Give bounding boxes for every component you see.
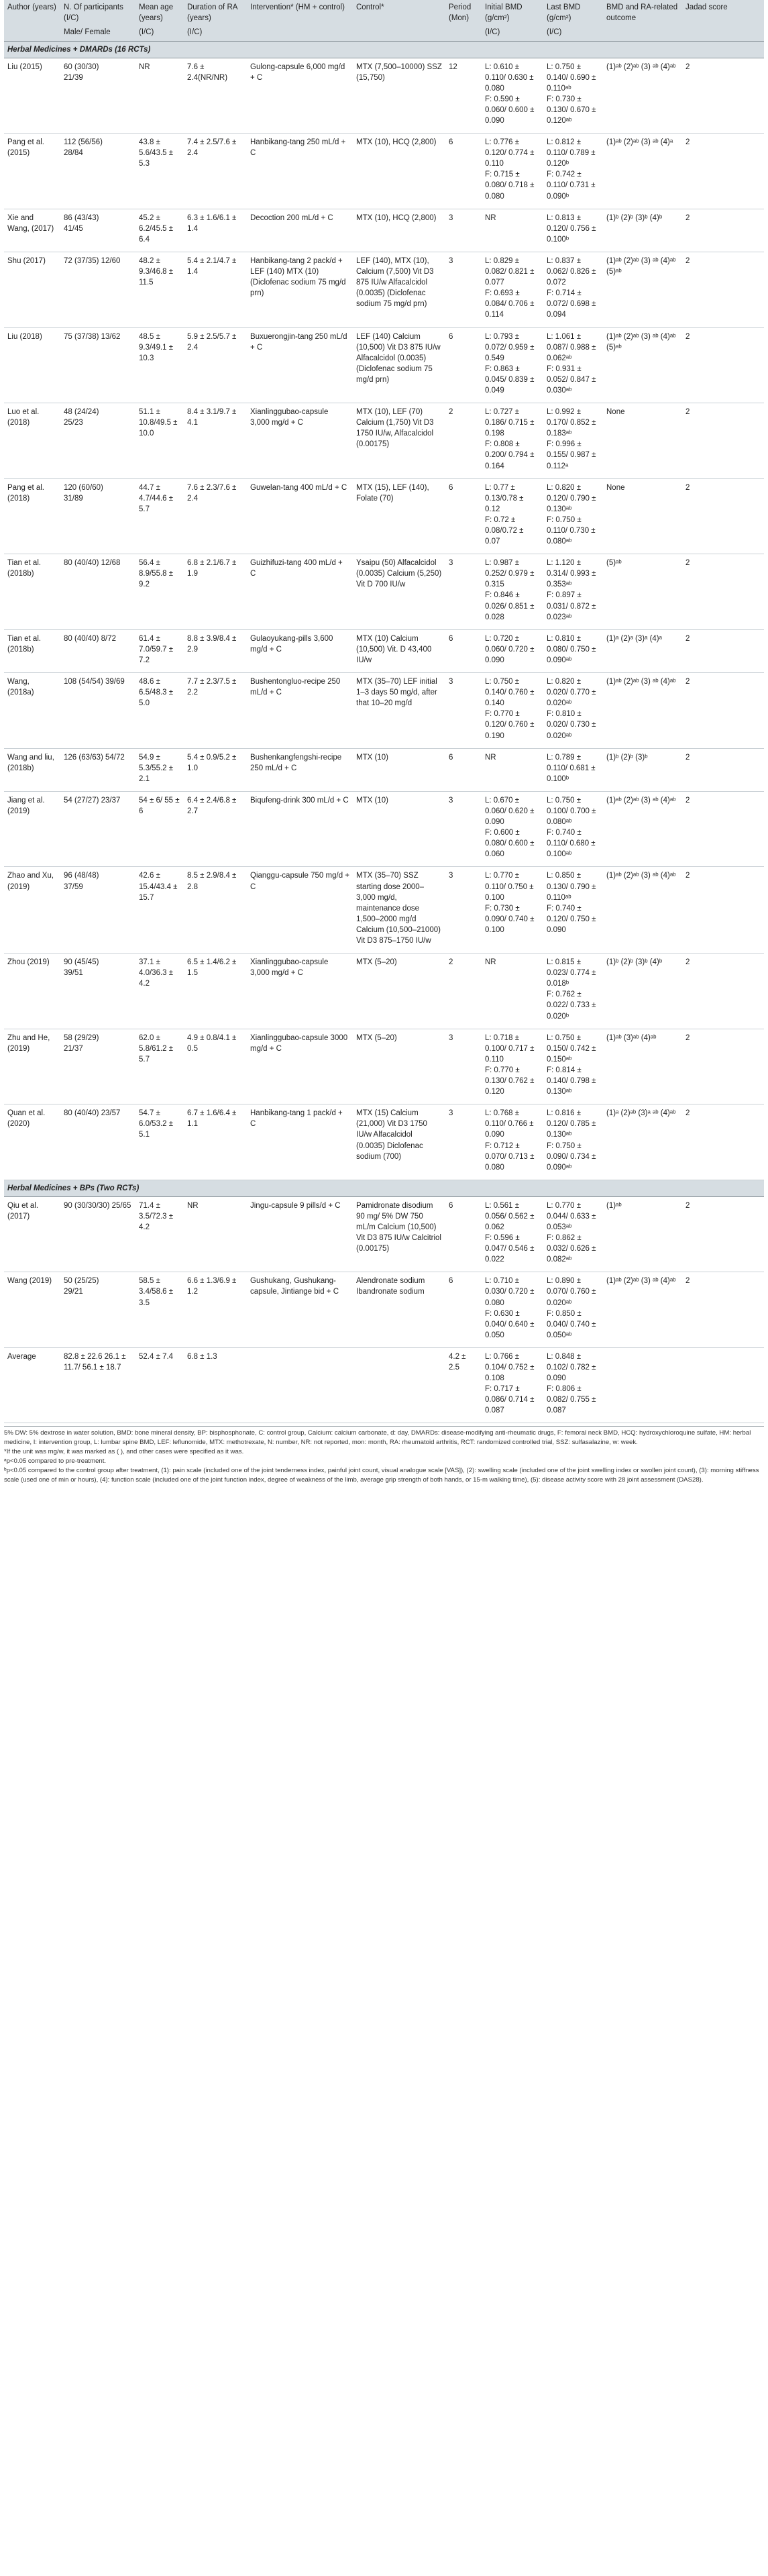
cell-mean-age: 45.2 ± 6.2/45.5 ± 6.4 [135,209,184,252]
cell-intervention: Gulaoyukang-pills 3,600 mg/d + C [247,629,353,672]
cell-intervention: Bushenkangfengshi-recipe 250 mL/d + C [247,748,353,791]
cell-participants: 60 (30/30) 21/39 [60,58,135,134]
cell-last-bmd: L: 0.813 ± 0.120/ 0.756 ± 0.100ᵇ [543,209,603,252]
cell-initial-bmd: L: 0.710 ± 0.030/ 0.720 ± 0.080 F: 0.630 ± 0.040/ 0.640 ± 0.050 [482,1272,543,1348]
header-cell: Control* [353,0,445,26]
cell-period: 6 [445,1196,482,1272]
cell-intervention: Hanbikang-tang 250 mL/d + C [247,134,353,209]
footnote: 5% DW: 5% dextrose in water solution, BMD: bone mineral density, BP: bisphosphonate, C: control group, Calcium: calcium carbonate, d: day, DMARDs: disease-modifying anti-rheumatic drugs, F: femoral neck BMD, HCQ: hydroxychloroquine sulfate, HM: herbal medicine, I: intervention group, L: lumbar spine BMD, LEF: leflunomide, MTX: methotrexate, N: number, NR: not reported, mon: month, RA: rheumatoid arthritis, RCT: randomized controlled trial, SSZ: sulfasalazine, w: week. [4,1429,751,1447]
cell-mean-age: 54.7 ± 6.0/53.2 ± 5.1 [135,1104,184,1180]
cell-duration: 8.5 ± 2.9/8.4 ± 2.8 [184,867,247,954]
cell-period: 6 [445,748,482,791]
cell-duration: 6.3 ± 1.6/6.1 ± 1.4 [184,209,247,252]
cell-period: 3 [445,252,482,327]
cell-control [353,1347,445,1423]
footnote: ᵃp<0.05 compared to pre-treatment. [4,1457,107,1465]
cell-author: Liu (2015) [4,58,60,134]
cell-participants: 54 (27/27) 23/37 [60,791,135,867]
cell-last-bmd: L: 0.770 ± 0.044/ 0.633 ± 0.053ᵃᵇ F: 0.862 ± 0.032/ 0.626 ± 0.082ᵃᵇ [543,1196,603,1272]
table-row [4,954,764,1029]
cell-author: Tian et al. (2018b) [4,554,60,630]
cell-intervention: Xianlinggubao-capsule 3000 mg/d + C [247,1029,353,1104]
cell-intervention: Hanbikang-tang 2 pack/d + LEF (140) MTX (10) (Diclofenac sodium 75 mg/d prn) [247,252,353,327]
cell-outcome: (1)ᵃ (2)ᵃ (3)ᵃ (4)ᵃ [603,629,682,672]
cell-jadad: 2 [682,1104,764,1180]
cell-duration: 8.8 ± 3.9/8.4 ± 2.9 [184,629,247,672]
table-row [4,1272,764,1348]
cell-control: Alendronate sodium Ibandronate sodium [353,1272,445,1348]
header-cell: BMD and RA-related outcome [603,0,682,26]
cell-period: 3 [445,673,482,749]
cell-last-bmd: L: 0.890 ± 0.070/ 0.760 ± 0.020ᵃᵇ F: 0.850 ± 0.040/ 0.740 ± 0.050ᵃᵇ [543,1272,603,1348]
cell-control: MTX (10), HCQ (2,800) [353,134,445,209]
cell-intervention: Jingu-capsule 9 pills/d + C [247,1196,353,1272]
cell-duration: 6.7 ± 1.6/6.4 ± 1.1 [184,1104,247,1180]
cell-control: MTX (5–20) [353,1029,445,1104]
cell-period: 6 [445,1272,482,1348]
cell-outcome: (1)ᵃᵇ (2)ᵃᵇ (3) ᵃᵇ (4)ᵃᵇ [603,791,682,867]
cell-duration: 7.7 ± 2.3/7.5 ± 2.2 [184,673,247,749]
cell-intervention: Decoction 200 mL/d + C [247,209,353,252]
table-row [4,1347,764,1423]
subheader-cell [603,26,682,41]
cell-intervention: Buxuerongjin-tang 250 mL/d + C [247,327,353,403]
cell-last-bmd: L: 0.810 ± 0.080/ 0.750 ± 0.090ᵃᵇ [543,629,603,672]
cell-outcome: (5)ᵃᵇ [603,554,682,630]
table-row [4,1029,764,1104]
table-row [4,791,764,867]
header-cell: Duration of RA (years) [184,0,247,26]
cell-initial-bmd: L: 0.77 ± 0.13/0.78 ± 0.12 F: 0.72 ± 0.08/0.72 ± 0.07 [482,478,543,554]
cell-jadad: 2 [682,478,764,554]
header-cell: Initial BMD (g/cm²) [482,0,543,26]
table-container [4,0,764,1485]
cell-outcome: (1)ᵇ (2)ᵇ (3)ᵇ [603,748,682,791]
cell-period: 2 [445,954,482,1029]
cell-jadad: 2 [682,867,764,954]
cell-initial-bmd: L: 0.610 ± 0.110/ 0.630 ± 0.080 F: 0.590 ± 0.060/ 0.600 ± 0.090 [482,58,543,134]
cell-jadad: 2 [682,629,764,672]
cell-intervention: Biqufeng-drink 300 mL/d + C [247,791,353,867]
cell-author: Zhou (2019) [4,954,60,1029]
cell-control: LEF (140) Calcium (10,500) Vit D3 875 IU/w Alfacalcidol (0.0035) (Diclofenac sodium 75 mg/d prn) [353,327,445,403]
cell-duration: 6.8 ± 1.3 [184,1347,247,1423]
table-row [4,1196,764,1272]
table-row [4,748,764,791]
cell-initial-bmd: L: 0.776 ± 0.120/ 0.774 ± 0.110 F: 0.715 ± 0.080/ 0.718 ± 0.080 [482,134,543,209]
table-row [4,867,764,954]
cell-intervention: Gushukang, Gushukang-capsule, Jintiange bid + C [247,1272,353,1348]
cell-intervention: Guwelan-tang 400 mL/d + C [247,478,353,554]
cell-author: Pang et al. (2015) [4,134,60,209]
cell-author: Tian et al. (2018b) [4,629,60,672]
table-body-dmards [4,41,764,1180]
cell-participants: 75 (37/38) 13/62 [60,327,135,403]
cell-mean-age: 56.4 ± 8.9/55.8 ± 9.2 [135,554,184,630]
cell-period: 3 [445,867,482,954]
cell-author: Xie and Wang, (2017) [4,209,60,252]
table-row [4,403,764,479]
cell-author: Zhu and He, (2019) [4,1029,60,1104]
cell-initial-bmd: L: 0.770 ± 0.110/ 0.750 ± 0.100 F: 0.730 ± 0.090/ 0.740 ± 0.100 [482,867,543,954]
cell-last-bmd: L: 0.848 ± 0.102/ 0.782 ± 0.090 F: 0.806 ± 0.082/ 0.755 ± 0.087 [543,1347,603,1423]
cell-outcome: (1)ᵇ (2)ᵇ (3)ᵇ (4)ᵇ [603,209,682,252]
cell-author: Zhao and Xu, (2019) [4,867,60,954]
cell-intervention: Hanbikang-tang 1 pack/d + C [247,1104,353,1180]
header-cell: N. Of participants (I/C) [60,0,135,26]
table-body-bps [4,1180,764,1347]
cell-mean-age: 48.5 ± 9.3/49.1 ± 10.3 [135,327,184,403]
cell-initial-bmd: L: 0.561 ± 0.056/ 0.562 ± 0.062 F: 0.596 ± 0.047/ 0.546 ± 0.022 [482,1196,543,1272]
cell-initial-bmd: L: 0.766 ± 0.104/ 0.752 ± 0.108 F: 0.717 ± 0.086/ 0.714 ± 0.087 [482,1347,543,1423]
section-title-dmards: Herbal Medicines + DMARDs (16 RCTs) [4,41,764,58]
cell-outcome: (1)ᵃᵇ (3)ᵃᵇ (4)ᵃᵇ [603,1029,682,1104]
cell-mean-age: 43.8 ± 5.6/43.5 ± 5.3 [135,134,184,209]
cell-mean-age: NR [135,58,184,134]
cell-participants: 82.8 ± 22.6 26.1 ± 11.7/ 56.1 ± 18.7 [60,1347,135,1423]
cell-mean-age: 48.6 ± 6.5/48.3 ± 5.0 [135,673,184,749]
cell-duration: 7.6 ± 2.4(NR/NR) [184,58,247,134]
cell-last-bmd: L: 0.750 ± 0.140/ 0.690 ± 0.110ᵃᵇ F: 0.730 ± 0.130/ 0.670 ± 0.120ᵃᵇ [543,58,603,134]
cell-mean-age: 54.9 ± 5.3/55.2 ± 2.1 [135,748,184,791]
rct-table [4,0,764,1423]
header-cell: Author (years) [4,0,60,26]
cell-jadad: 2 [682,554,764,630]
table-row [4,327,764,403]
subheader-cell [4,26,60,41]
cell-control: MTX (10), LEF (70) Calcium (1,750) Vit D3 1750 IU/w, Alfacalcidol (0.00175) [353,403,445,479]
table-row [4,1104,764,1180]
cell-mean-age: 51.1 ± 10.8/49.5 ± 10.0 [135,403,184,479]
cell-control: MTX (7,500–10000) SSZ (15,750) [353,58,445,134]
cell-control: Ysaipu (50) Alfacalcidol (0.0035) Calcium (5,250) Vit D 700 IU/w [353,554,445,630]
cell-participants: 108 (54/54) 39/69 [60,673,135,749]
cell-initial-bmd: L: 0.727 ± 0.186/ 0.715 ± 0.198 F: 0.808 ± 0.200/ 0.794 ± 0.164 [482,403,543,479]
cell-participants: 120 (60/60) 31/89 [60,478,135,554]
cell-mean-age: 71.4 ± 3.5/72.3 ± 4.2 [135,1196,184,1272]
cell-author: Wang and liu, (2018b) [4,748,60,791]
table-row [4,554,764,630]
cell-participants: 48 (24/24) 25/23 [60,403,135,479]
cell-participants: 58 (29/29) 21/37 [60,1029,135,1104]
cell-jadad: 2 [682,1029,764,1104]
cell-control: MTX (35–70) LEF initial 1–3 days 50 mg/d, after that 10–20 mg/d [353,673,445,749]
cell-initial-bmd: L: 0.768 ± 0.110/ 0.766 ± 0.090 F: 0.712 ± 0.070/ 0.713 ± 0.080 [482,1104,543,1180]
header-cell: Intervention* (HM + control) [247,0,353,26]
cell-participants: 126 (63/63) 54/72 [60,748,135,791]
cell-outcome: (1)ᵇ (2)ᵇ (3)ᵇ (4)ᵇ [603,954,682,1029]
cell-intervention: Xianlinggubao-capsule 3,000 mg/d + C [247,403,353,479]
cell-initial-bmd: L: 0.793 ± 0.072/ 0.959 ± 0.549 F: 0.863 ± 0.045/ 0.839 ± 0.049 [482,327,543,403]
cell-author: Jiang et al. (2019) [4,791,60,867]
cell-author: Pang et al. (2018) [4,478,60,554]
subheader-cell: (I/C) [482,26,543,41]
cell-participants: 86 (43/43) 41/45 [60,209,135,252]
subheader-cell: Male/ Female [60,26,135,41]
table-row [4,134,764,209]
cell-intervention: Guizhifuzi-tang 400 mL/d + C [247,554,353,630]
table-row [4,252,764,327]
cell-last-bmd: L: 0.992 ± 0.170/ 0.852 ± 0.183ᵃᵇ F: 0.996 ± 0.155/ 0.987 ± 0.112ᵃ [543,403,603,479]
cell-participants: 50 (25/25) 29/21 [60,1272,135,1348]
header-cell: Mean age (years) [135,0,184,26]
cell-mean-age: 37.1 ± 4.0/36.3 ± 4.2 [135,954,184,1029]
table-row [4,478,764,554]
cell-jadad: 2 [682,791,764,867]
cell-last-bmd: L: 0.850 ± 0.130/ 0.790 ± 0.110ᵃᵇ F: 0.740 ± 0.120/ 0.750 ± 0.090 [543,867,603,954]
subheader-cell: (I/C) [135,26,184,41]
cell-duration: 8.4 ± 3.1/9.7 ± 4.1 [184,403,247,479]
cell-outcome: None [603,403,682,479]
cell-initial-bmd: L: 0.750 ± 0.140/ 0.760 ± 0.140 F: 0.770 ± 0.120/ 0.760 ± 0.190 [482,673,543,749]
cell-participants: 80 (40/40) 12/68 [60,554,135,630]
cell-duration: 7.4 ± 2.5/7.6 ± 2.4 [184,134,247,209]
cell-author: Average [4,1347,60,1423]
cell-jadad: 2 [682,1272,764,1348]
cell-control: MTX (35–70) SSZ starting dose 2000–3,000 mg/d, maintenance dose 1,500–2000 mg/d Calcium (10,500–21000) Vit D3 875–1750 IU/w [353,867,445,954]
cell-control: MTX (10) [353,748,445,791]
cell-period: 3 [445,1104,482,1180]
cell-jadad [682,1347,764,1423]
cell-participants: 90 (45/45) 39/51 [60,954,135,1029]
cell-duration: 6.8 ± 2.1/6.7 ± 1.9 [184,554,247,630]
table-body-average [4,1347,764,1423]
table-row [4,58,764,134]
cell-initial-bmd: NR [482,954,543,1029]
cell-jadad: 2 [682,252,764,327]
cell-period: 6 [445,327,482,403]
cell-outcome [603,1347,682,1423]
cell-author: Quan et al. (2020) [4,1104,60,1180]
table-row [4,209,764,252]
cell-initial-bmd: L: 0.720 ± 0.060/ 0.720 ± 0.090 [482,629,543,672]
cell-last-bmd: L: 0.837 ± 0.062/ 0.826 ± 0.072 F: 0.714 ± 0.072/ 0.698 ± 0.094 [543,252,603,327]
subheader-cell [247,26,353,41]
cell-last-bmd: L: 0.820 ± 0.020/ 0.770 ± 0.020ᵃᵇ F: 0.810 ± 0.020/ 0.730 ± 0.020ᵃᵇ [543,673,603,749]
cell-control: MTX (5–20) [353,954,445,1029]
cell-outcome: None [603,478,682,554]
cell-duration: 5.4 ± 0.9/5.2 ± 1.0 [184,748,247,791]
header-cell: Period (Mon) [445,0,482,26]
cell-mean-age: 42.6 ± 15.4/43.4 ± 15.7 [135,867,184,954]
footnote: *If the unit was mg/w, it was marked as ( ), and other cases were specified as it was. [4,1448,244,1456]
cell-initial-bmd: L: 0.670 ± 0.060/ 0.620 ± 0.090 F: 0.600 ± 0.080/ 0.600 ± 0.060 [482,791,543,867]
subheader-cell [353,26,445,41]
cell-mean-age: 61.4 ± 7.0/59.7 ± 7.2 [135,629,184,672]
cell-author: Qiu et al. (2017) [4,1196,60,1272]
cell-duration: 5.9 ± 2.5/5.7 ± 2.4 [184,327,247,403]
cell-last-bmd: L: 0.820 ± 0.120/ 0.790 ± 0.130ᵃᵇ F: 0.750 ± 0.110/ 0.730 ± 0.080ᵃᵇ [543,478,603,554]
cell-mean-age: 44.7 ± 4.7/44.6 ± 5.7 [135,478,184,554]
cell-outcome: (1)ᵃᵇ (2)ᵃᵇ (3) ᵃᵇ (4)ᵃᵇ (5)ᵃᵇ [603,327,682,403]
cell-control: MTX (10) [353,791,445,867]
cell-jadad: 2 [682,1196,764,1272]
cell-intervention: Bushentongluo-recipe 250 mL/d + C [247,673,353,749]
cell-outcome: (1)ᵃᵇ (2)ᵃᵇ (3) ᵃᵇ (4)ᵃᵇ [603,1272,682,1348]
cell-duration: 6.6 ± 1.3/6.9 ± 1.2 [184,1272,247,1348]
cell-initial-bmd: NR [482,748,543,791]
cell-period: 2 [445,403,482,479]
cell-outcome: (1)ᵃᵇ (2)ᵃᵇ (3) ᵃᵇ (4)ᵃᵇ [603,673,682,749]
cell-control: MTX (10), HCQ (2,800) [353,209,445,252]
cell-period: 3 [445,209,482,252]
cell-outcome: (1)ᵃᵇ (2)ᵃᵇ (3) ᵃᵇ (4)ᵃ [603,134,682,209]
cell-control: MTX (10) Calcium (10,500) Vit. D 43,400 IU/w [353,629,445,672]
cell-mean-age: 54 ± 6/ 55 ± 6 [135,791,184,867]
subheader-cell [445,26,482,41]
cell-outcome: (1)ᵃᵇ [603,1196,682,1272]
header-cell: Jadad score [682,0,764,26]
cell-jadad: 2 [682,58,764,134]
cell-outcome: (1)ᵃ (2)ᵃᵇ (3)ᵃ ᵃᵇ (4)ᵃᵇ [603,1104,682,1180]
cell-jadad: 2 [682,673,764,749]
cell-initial-bmd: L: 0.829 ± 0.082/ 0.821 ± 0.077 F: 0.693 ± 0.084/ 0.706 ± 0.114 [482,252,543,327]
cell-outcome: (1)ᵃᵇ (2)ᵃᵇ (3) ᵃᵇ (4)ᵃᵇ [603,58,682,134]
footnotes [4,1426,764,1484]
cell-duration: NR [184,1196,247,1272]
cell-intervention: Qianggu-capsule 750 mg/d + C [247,867,353,954]
cell-initial-bmd: L: 0.987 ± 0.252/ 0.979 ± 0.315 F: 0.846 ± 0.026/ 0.851 ± 0.028 [482,554,543,630]
cell-outcome: (1)ᵃᵇ (2)ᵃᵇ (3) ᵃᵇ (4)ᵃᵇ (5)ᵃᵇ [603,252,682,327]
cell-participants: 96 (48/48) 37/59 [60,867,135,954]
cell-period: 6 [445,629,482,672]
cell-last-bmd: L: 1.061 ± 0.087/ 0.988 ± 0.062ᵃᵇ F: 0.931 ± 0.052/ 0.847 ± 0.030ᵃᵇ [543,327,603,403]
cell-duration: 5.4 ± 2.1/4.7 ± 1.4 [184,252,247,327]
cell-intervention: Gulong-capsule 6,000 mg/d + C [247,58,353,134]
table-header [4,0,764,41]
cell-mean-age: 58.5 ± 3.4/58.6 ± 3.5 [135,1272,184,1348]
cell-initial-bmd: L: 0.718 ± 0.100/ 0.717 ± 0.110 F: 0.770 ± 0.130/ 0.762 ± 0.120 [482,1029,543,1104]
subheader-cell: (I/C) [543,26,603,41]
cell-jadad: 2 [682,748,764,791]
subheader-cell [682,26,764,41]
cell-period: 6 [445,134,482,209]
header-cell: Last BMD (g/cm²) [543,0,603,26]
subheader-cell: (I/C) [184,26,247,41]
cell-participants: 112 (56/56) 28/84 [60,134,135,209]
cell-duration: 7.6 ± 2.3/7.6 ± 2.4 [184,478,247,554]
cell-initial-bmd: NR [482,209,543,252]
cell-last-bmd: L: 0.789 ± 0.110/ 0.681 ± 0.100ᵇ [543,748,603,791]
cell-period: 6 [445,478,482,554]
table-row [4,629,764,672]
cell-mean-age: 52.4 ± 7.4 [135,1347,184,1423]
cell-control: MTX (15) Calcium (21,000) Vit D3 1750 IU/w Alfacalcidol (0.0035) Diclofenac sodium (700) [353,1104,445,1180]
cell-duration: 6.4 ± 2.4/6.8 ± 2.7 [184,791,247,867]
cell-participants: 80 (40/40) 23/57 [60,1104,135,1180]
cell-mean-age: 48.2 ± 9.3/46.8 ± 11.5 [135,252,184,327]
cell-participants: 90 (30/30/30) 25/65 [60,1196,135,1272]
cell-duration: 4.9 ± 0.8/4.1 ± 0.5 [184,1029,247,1104]
cell-intervention [247,1347,353,1423]
cell-control: Pamidronate disodium 90 mg/ 5% DW 750 mL/m Calcium (10,500) Vit D3 875 IU/w Calcitriol (0.00175) [353,1196,445,1272]
cell-period: 3 [445,1029,482,1104]
cell-control: LEF (140), MTX (10), Calcium (7,500) Vit D3 875 IU/w Alfacalcidol (0.0035) (Diclofenac sodium 75 mg/d prn) [353,252,445,327]
cell-control: MTX (15), LEF (140), Folate (70) [353,478,445,554]
cell-author: Shu (2017) [4,252,60,327]
cell-period: 3 [445,554,482,630]
cell-jadad: 2 [682,209,764,252]
cell-mean-age: 62.0 ± 5.8/61.2 ± 5.7 [135,1029,184,1104]
cell-jadad: 2 [682,134,764,209]
cell-participants: 80 (40/40) 8/72 [60,629,135,672]
cell-period: 3 [445,791,482,867]
cell-last-bmd: L: 0.750 ± 0.150/ 0.742 ± 0.150ᵃᵇ F: 0.814 ± 0.140/ 0.798 ± 0.130ᵃᵇ [543,1029,603,1104]
cell-intervention: Xianlinggubao-capsule 3,000 mg/d + C [247,954,353,1029]
footnote: ᵇp<0.05 compared to the control group after treatment, (1): pain scale (included one of the joint tenderness index, painful joint count, visual analogue scale [VAS]), (2): swelling scale (included one of the joint swelling index or swollen joint count), (3): morning stiffness scale (used one of min or hours), (4): function scale (included one of the joint function index, degree of weakness of the limb, average grip strength of both hands, or 15-m walking time), (5): disease activity score with 28 joint assessment (DAS28). [4,1467,759,1484]
cell-last-bmd: L: 0.815 ± 0.023/ 0.774 ± 0.018ᵇ F: 0.762 ± 0.022/ 0.733 ± 0.020ᵇ [543,954,603,1029]
cell-author: Luo et al. (2018) [4,403,60,479]
table-row [4,673,764,749]
cell-duration: 6.5 ± 1.4/6.2 ± 1.5 [184,954,247,1029]
cell-last-bmd: L: 0.816 ± 0.120/ 0.785 ± 0.130ᵃᵇ F: 0.750 ± 0.090/ 0.734 ± 0.090ᵃᵇ [543,1104,603,1180]
cell-author: Wang, (2018a) [4,673,60,749]
cell-last-bmd: L: 1.120 ± 0.314/ 0.993 ± 0.353ᵃᵇ F: 0.897 ± 0.031/ 0.872 ± 0.023ᵃᵇ [543,554,603,630]
cell-author: Wang (2019) [4,1272,60,1348]
cell-jadad: 2 [682,403,764,479]
cell-period: 12 [445,58,482,134]
cell-participants: 72 (37/35) 12/60 [60,252,135,327]
cell-outcome: (1)ᵃᵇ (2)ᵃᵇ (3) ᵃᵇ (4)ᵃᵇ [603,867,682,954]
cell-jadad: 2 [682,327,764,403]
cell-jadad: 2 [682,954,764,1029]
cell-last-bmd: L: 0.812 ± 0.110/ 0.789 ± 0.120ᵇ F: 0.742 ± 0.110/ 0.731 ± 0.090ᵇ [543,134,603,209]
section-title-bps: Herbal Medicines + BPs (Two RCTs) [4,1180,764,1196]
cell-period: 4.2 ± 2.5 [445,1347,482,1423]
cell-author: Liu (2018) [4,327,60,403]
cell-last-bmd: L: 0.750 ± 0.100/ 0.700 ± 0.080ᵃᵇ F: 0.740 ± 0.110/ 0.680 ± 0.100ᵃᵇ [543,791,603,867]
